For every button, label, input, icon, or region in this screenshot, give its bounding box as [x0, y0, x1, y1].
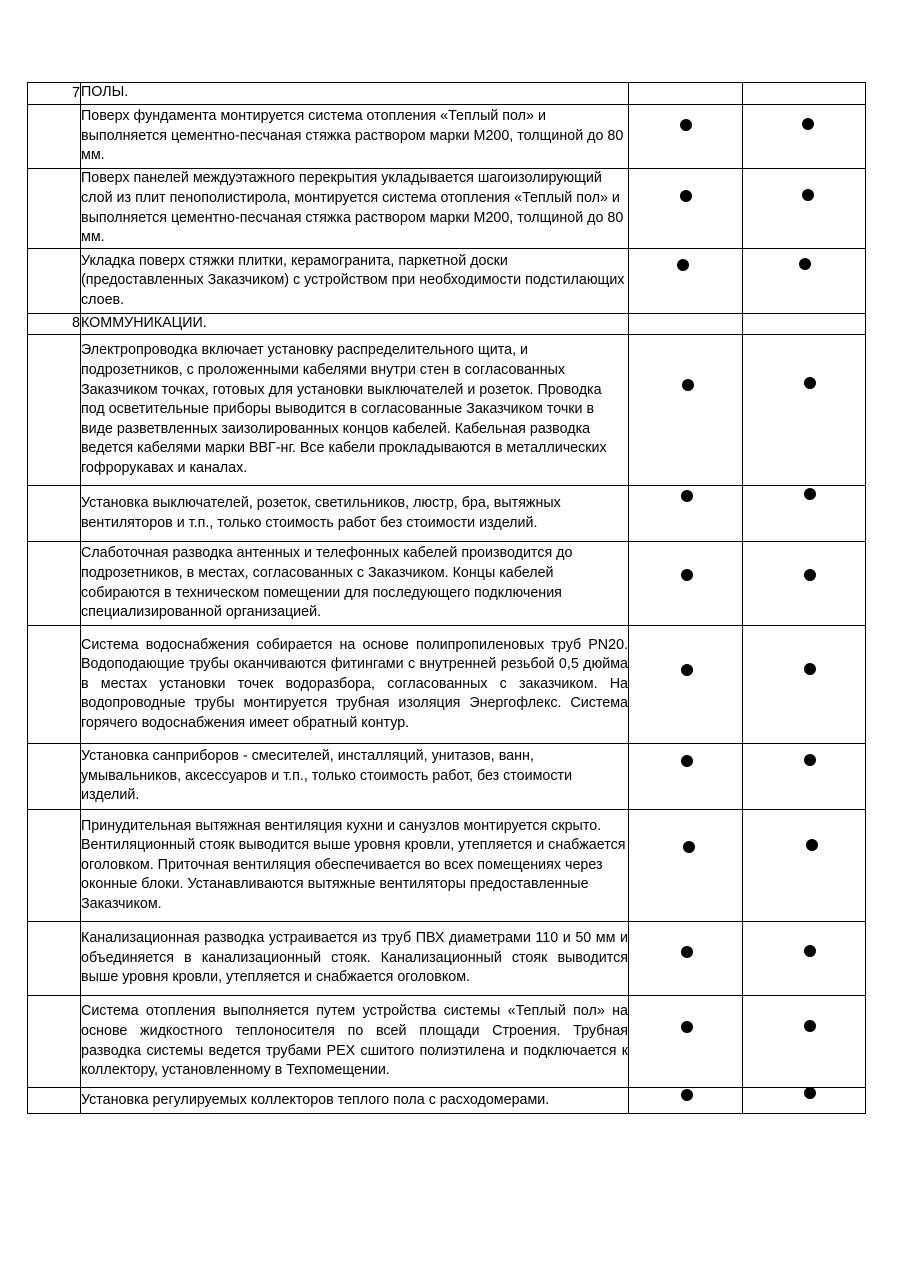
table-row: [28, 996, 866, 1088]
included-mark-cell-1: [629, 314, 743, 335]
included-mark-cell-2: [743, 626, 866, 744]
bullet-dot-icon: [804, 1087, 816, 1099]
included-mark-cell-1: [629, 744, 743, 810]
section-number: [28, 744, 81, 810]
section-number: [28, 996, 81, 1088]
section-number: [28, 335, 81, 486]
bullet-dot-icon: [804, 488, 816, 500]
table-row: [28, 626, 866, 744]
work-description: Слаботочная разводка антенных и телефонных кабелей производится до подрозетников, в местах, согласованных с Заказчиком. Концы кабелей собираются в техническом помещении для последующего подключения специализированной организацией.: [81, 542, 629, 626]
included-mark-cell-2: [743, 314, 866, 335]
included-mark-cell-2: [743, 996, 866, 1088]
specification-table: [27, 82, 866, 1114]
table-row: [28, 810, 866, 922]
table-row: [28, 542, 866, 626]
bullet-dot-icon: [680, 190, 692, 202]
bullet-dot-icon: [804, 663, 816, 675]
included-mark-cell-2: [743, 83, 866, 105]
table-row: [28, 83, 866, 105]
included-mark-cell-1: [629, 542, 743, 626]
included-mark-cell-2: [743, 335, 866, 486]
work-description: Установка выключателей, розеток, светильников, люстр, бра, вытяжных вентиляторов и т.п., только стоимость работ без стоимости изделий.: [81, 486, 629, 542]
bullet-dot-icon: [681, 490, 693, 502]
included-mark-cell-1: [629, 996, 743, 1088]
included-mark-cell-2: [743, 169, 866, 249]
work-description: Поверх фундамента монтируется система отопления «Теплый пол» и выполняется цементно-песчаная стяжка раствором марки М200, толщиной до 80 мм.: [81, 105, 629, 169]
bullet-dot-icon: [681, 1089, 693, 1101]
included-mark-cell-1: [629, 486, 743, 542]
included-mark-cell-2: [743, 249, 866, 314]
table-row: [28, 169, 866, 249]
bullet-dot-icon: [681, 569, 693, 581]
work-description: Система отопления выполняется путем устройства системы «Теплый пол» на основе жидкостного теплоносителя по всей площади Строения. Трубная разводка системы ведется трубами PEX сшитого полиэтилена и подключается к коллектору, установленному в Техпомещении.: [81, 996, 629, 1088]
included-mark-cell-1: [629, 249, 743, 314]
included-mark-cell-1: [629, 810, 743, 922]
included-mark-cell-2: [743, 810, 866, 922]
included-mark-cell-2: [743, 105, 866, 169]
section-number: [28, 169, 81, 249]
work-description: Установка санприборов - смесителей, инсталляций, унитазов, ванн, умывальников, аксессуаров и т.п., только стоимость работ, без стоимости изделий.: [81, 744, 629, 810]
section-number: [28, 542, 81, 626]
included-mark-cell-1: [629, 626, 743, 744]
table-row: [28, 335, 866, 486]
table-row: [28, 105, 866, 169]
bullet-dot-icon: [804, 754, 816, 766]
section-heading: КОММУНИКАЦИИ.: [81, 314, 629, 335]
included-mark-cell-1: [629, 169, 743, 249]
bullet-dot-icon: [806, 839, 818, 851]
included-mark-cell-2: [743, 542, 866, 626]
table-row: [28, 744, 866, 810]
bullet-dot-icon: [802, 189, 814, 201]
table-row: [28, 922, 866, 996]
bullet-dot-icon: [681, 755, 693, 767]
bullet-dot-icon: [802, 118, 814, 130]
included-mark-cell-2: [743, 1088, 866, 1114]
section-number: [28, 1088, 81, 1114]
bullet-dot-icon: [681, 1021, 693, 1033]
bullet-dot-icon: [680, 119, 692, 131]
section-number: [28, 922, 81, 996]
bullet-dot-icon: [681, 664, 693, 676]
work-description: Установка регулируемых коллекторов теплого пола с расходомерами.: [81, 1088, 629, 1114]
section-number: [28, 810, 81, 922]
section-heading: ПОЛЫ.: [81, 83, 629, 105]
table-row: [28, 249, 866, 314]
specification-table-body: [28, 83, 866, 1114]
included-mark-cell-2: [743, 922, 866, 996]
bullet-dot-icon: [804, 1020, 816, 1032]
bullet-dot-icon: [804, 569, 816, 581]
bullet-dot-icon: [681, 946, 693, 958]
bullet-dot-icon: [804, 945, 816, 957]
included-mark-cell-1: [629, 105, 743, 169]
included-mark-cell-2: [743, 486, 866, 542]
section-number: [28, 626, 81, 744]
work-description: Электропроводка включает установку распределительного щита, и подрозетников, с проложенными кабелями внутри стен в согласованных Заказчиком точках, готовых для установки выключателей и розеток. Проводка под осветительные приборы выводится в согласованные Заказчиком точки в виде разветвленных заизолированных концов кабелей. Кабельная разводка ведется кабелями марки ВВГ-нг. Все кабели прокладываются в металлических гофрорукавах и каналах.: [81, 335, 629, 486]
work-description: Принудительная вытяжная вентиляция кухни и санузлов монтируется скрыто. Вентиляционный стояк выводится выше уровня кровли, утепляется и снабжается оголовком. Приточная вентиляция обеспечивается во всех помещениях через оконные блоки. Устанавливаются вытяжные вентиляторы предоставленные Заказчиком.: [81, 810, 629, 922]
work-description: Укладка поверх стяжки плитки, керамогранита, паркетной доски (предоставленных Заказчиком) с устройством при необходимости подстилающих слоев.: [81, 249, 629, 314]
section-number: [28, 105, 81, 169]
included-mark-cell-1: [629, 1088, 743, 1114]
work-description: Система водоснабжения собирается на основе полипропиленовых труб PN20. Водоподающие трубы оканчиваются фитингами с внутренней резьбой 0,5 дюйма в местах установки точек водоразбора, согласованных с заказчиком. На водопроводные трубы монтируется трубная изоляция Энергофлекс. Система горячего водоснабжения имеет обратный контур.: [81, 626, 629, 744]
included-mark-cell-1: [629, 335, 743, 486]
work-description: Канализационная разводка устраивается из труб ПВХ диаметрами 110 и 50 мм и объединяется в канализационный стояк. Канализационный стояк выводится выше уровня кровли, утепляется и снабжается оголовком.: [81, 922, 629, 996]
bullet-dot-icon: [682, 379, 694, 391]
work-description: Поверх панелей междуэтажного перекрытия укладывается шагоизолирующий слой из плит пенополистирола, монтируется система отопления «Теплый пол» и выполняется цементно-песчаная стяжка раствором марки М200, толщиной до 80 мм.: [81, 169, 629, 249]
bullet-dot-icon: [677, 259, 689, 271]
table-row: [28, 486, 866, 542]
table-row: [28, 1088, 866, 1114]
bullet-dot-icon: [683, 841, 695, 853]
included-mark-cell-2: [743, 744, 866, 810]
included-mark-cell-1: [629, 922, 743, 996]
bullet-dot-icon: [799, 258, 811, 270]
section-number: 8: [28, 314, 81, 335]
included-mark-cell-1: [629, 83, 743, 105]
table-row: [28, 314, 866, 335]
section-number: [28, 249, 81, 314]
bullet-dot-icon: [804, 377, 816, 389]
section-number: 7: [28, 83, 81, 105]
section-number: [28, 486, 81, 542]
